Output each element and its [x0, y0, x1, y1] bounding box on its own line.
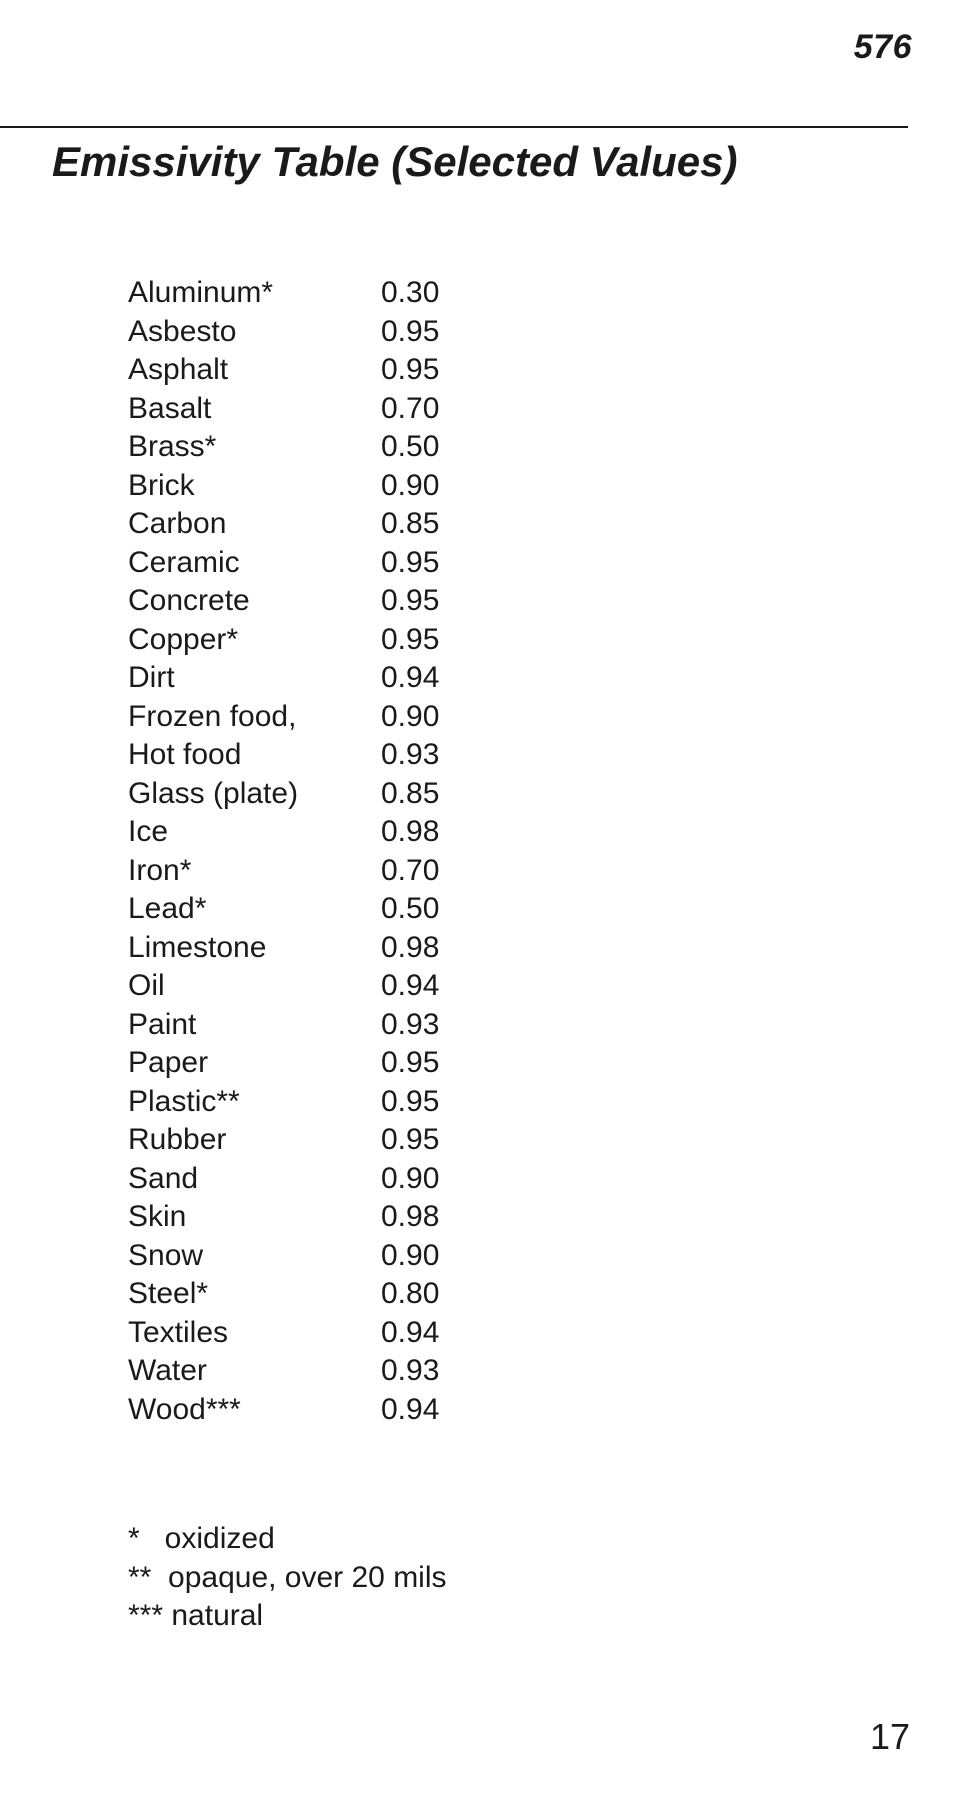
material-name: Iron*: [128, 853, 192, 887]
emissivity-value: 0.80: [381, 1277, 440, 1310]
emissivity-value: 0.90: [381, 1161, 440, 1195]
material-name: Rubber: [128, 1123, 227, 1156]
table-row: [128, 428, 501, 467]
emissivity-value: 0.93: [381, 1007, 440, 1041]
table-row: [128, 390, 501, 429]
footnotes: [128, 1520, 447, 1636]
emissivity-value: 0.70: [381, 391, 440, 425]
page-number: 17: [869, 1716, 910, 1757]
emissivity-value: 0.95: [381, 584, 440, 617]
emissivity-value: 0.93: [381, 1354, 440, 1387]
emissivity-value: 0.95: [381, 622, 440, 656]
table-row: [128, 544, 501, 583]
material-name: Aluminum*: [128, 276, 274, 309]
emissivity-value: 0.95: [381, 314, 440, 348]
material-name: Textiles: [128, 1315, 229, 1349]
table-row: [128, 351, 501, 390]
material-name: Concrete: [128, 584, 250, 617]
material-name: Brick: [128, 468, 195, 502]
emissivity-value: 0.94: [381, 661, 440, 694]
emissivity-value: 0.95: [381, 545, 440, 579]
table-row: [128, 698, 501, 737]
material-name: Hot food: [128, 738, 242, 771]
material-name: Asbesto: [128, 314, 237, 348]
material-name: Lead*: [128, 892, 207, 925]
table-row: [128, 467, 501, 506]
emissivity-value: 0.93: [381, 738, 440, 771]
material-name: Brass*: [128, 430, 217, 463]
emissivity-value: 0.95: [381, 353, 440, 386]
table-row: [128, 1121, 501, 1160]
table-row: [128, 890, 501, 929]
page-title: Emissivity Table (Selected Values): [52, 138, 738, 185]
emissivity-table-body: [128, 274, 501, 1429]
table-row: [128, 582, 501, 621]
material-name: Limestone: [128, 930, 267, 964]
emissivity-value: 0.85: [381, 507, 440, 540]
material-name: Sand: [128, 1161, 199, 1195]
table-row: [128, 274, 501, 313]
table-row: [128, 505, 501, 544]
material-name: Wood***: [128, 1392, 241, 1426]
material-name: Dirt: [128, 661, 175, 694]
material-name: Paper: [128, 1046, 209, 1079]
table-row: [128, 1352, 501, 1391]
emissivity-value: 0.50: [381, 430, 440, 463]
emissivity-value: 0.95: [381, 1123, 440, 1156]
material-name: Asphalt: [128, 353, 229, 386]
table-row: [128, 1237, 501, 1276]
table-row: [128, 1083, 501, 1122]
emissivity-value: 0.30: [381, 276, 440, 309]
emissivity-value: 0.98: [381, 815, 440, 848]
table-row: [128, 1044, 501, 1083]
emissivity-value: 0.95: [381, 1046, 440, 1079]
table-row: [128, 1160, 501, 1199]
material-name: Oil: [128, 969, 165, 1002]
table-row: [128, 775, 501, 814]
material-name: Ice: [128, 815, 169, 848]
table-row: [128, 1391, 501, 1430]
emissivity-value: 0.94: [381, 969, 440, 1002]
footnote: *** natural: [128, 1599, 264, 1632]
emissivity-value: 0.90: [381, 468, 440, 502]
table-row: [128, 736, 501, 775]
emissivity-value: 0.70: [381, 853, 440, 887]
model-number: 576: [853, 28, 912, 66]
material-name: Glass (plate): [128, 776, 299, 810]
emissivity-value: 0.94: [381, 1392, 440, 1426]
material-name: Water: [128, 1354, 207, 1387]
table-row: [128, 929, 501, 968]
material-name: Carbon: [128, 507, 227, 540]
emissivity-value: 0.94: [381, 1315, 440, 1349]
table-row: [128, 1006, 501, 1045]
material-name: Skin: [128, 1200, 187, 1233]
table-row: [128, 967, 501, 1006]
material-name: Paint: [128, 1007, 197, 1041]
table-row: [128, 659, 501, 698]
table-row: [128, 1275, 501, 1314]
footnote: ** opaque, over 20 mils: [128, 1560, 447, 1594]
table-row: [128, 313, 501, 352]
emissivity-value: 0.50: [381, 892, 440, 925]
emissivity-value: 0.85: [381, 776, 440, 810]
material-name: Steel*: [128, 1277, 209, 1310]
emissivity-value: 0.98: [381, 1200, 440, 1233]
footnote: * oxidized: [128, 1522, 275, 1555]
table-row: [128, 1314, 501, 1353]
header-rule: [0, 126, 908, 128]
table-row: [128, 621, 501, 660]
emissivity-value: 0.98: [381, 930, 440, 964]
material-name: Basalt: [128, 391, 212, 425]
material-name: Ceramic: [128, 545, 240, 579]
material-name: Frozen food,: [128, 699, 297, 733]
table-row: [128, 813, 501, 852]
material-name: Snow: [128, 1238, 204, 1272]
emissivity-table: [128, 274, 501, 1429]
table-row: [128, 1198, 501, 1237]
table-row: [128, 852, 501, 891]
emissivity-value: 0.90: [381, 1238, 440, 1272]
material-name: Copper*: [128, 622, 239, 656]
emissivity-value: 0.90: [381, 699, 440, 733]
material-name: Plastic**: [128, 1084, 240, 1118]
emissivity-value: 0.95: [381, 1084, 440, 1118]
